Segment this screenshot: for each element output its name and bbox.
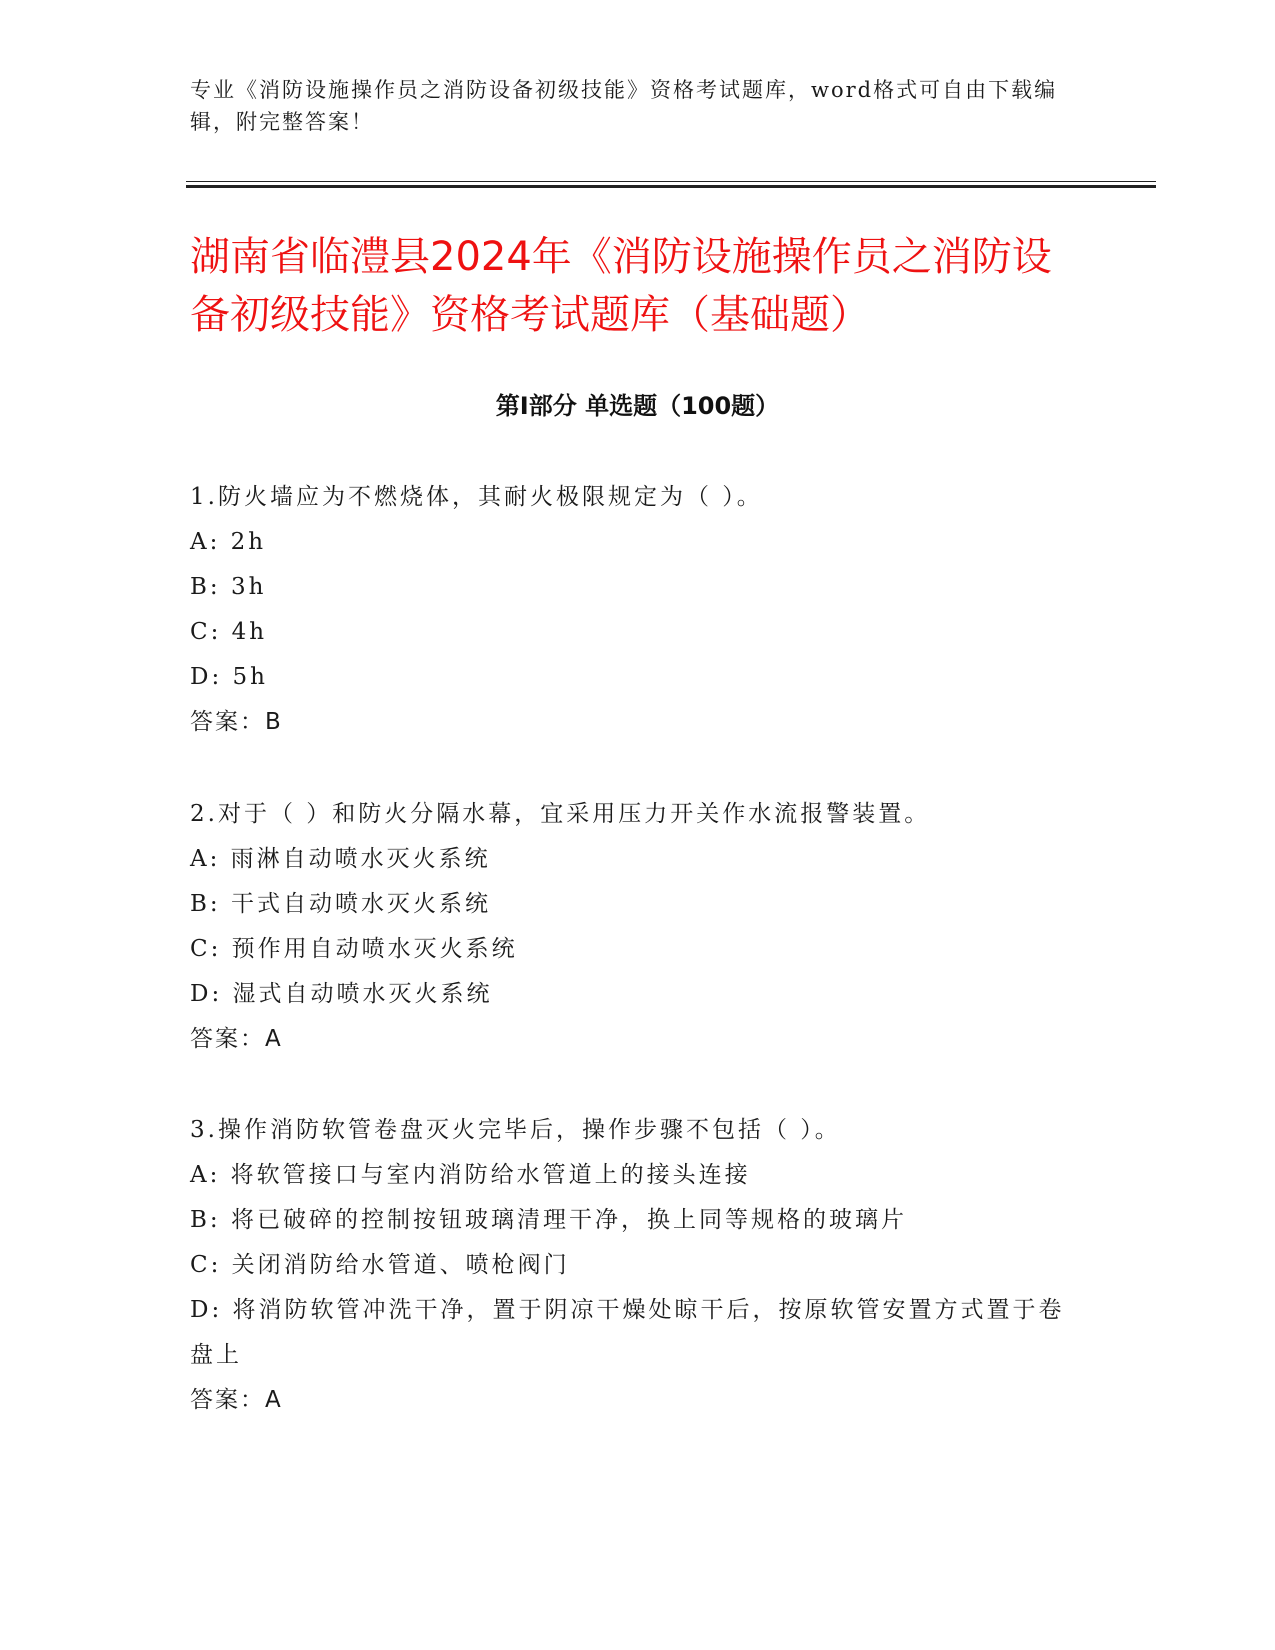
question-stem: 2.对于（ ）和防火分隔水幕，宜采用压力开关作水流报警装置。	[190, 801, 931, 827]
option-a: A: 2h	[190, 529, 267, 555]
option-c: C: 4h	[190, 619, 268, 645]
option-c: C: 关闭消防给水管道、喷枪阀门	[190, 1252, 570, 1278]
option-a: A: 雨淋自动喷水灭火系统	[190, 846, 491, 872]
answer: 答案：B	[190, 709, 283, 735]
option-b: B: 将已破碎的控制按钮玻璃清理干净，换上同等规格的玻璃片	[190, 1207, 907, 1233]
question-stem: 1.防火墙应为不燃烧体，其耐火极限规定为（ ）。	[190, 484, 763, 510]
answer: 答案：A	[190, 1026, 283, 1052]
option-d: D: 湿式自动喷水灭火系统	[190, 981, 493, 1007]
section-heading: 第I部分 单选题（100题）	[495, 392, 780, 420]
document-title: 湖南省临澧县2024年《消防设施操作员之消防设备初级技能》资格考试题库（基础题）	[190, 234, 1052, 338]
question-2	[190, 792, 1090, 1062]
answer: 答案：A	[190, 1387, 283, 1413]
header-note: 专业《消防设施操作员之消防设备初级技能》资格考试题库，word格式可自由下载编辑，附完整答案！	[190, 78, 1058, 134]
header-divider-thick	[186, 185, 1156, 188]
option-d: D: 将消防软管冲洗干净，置于阴凉干燥处晾干后，按原软管安置方式置于卷盘上	[190, 1297, 1065, 1368]
option-d: D: 5h	[190, 664, 268, 690]
question-3	[190, 1108, 1090, 1423]
option-b: B: 3h	[190, 574, 267, 600]
option-b: B: 干式自动喷水灭火系统	[190, 891, 491, 917]
question-1	[190, 475, 1090, 745]
option-c: C: 预作用自动喷水灭火系统	[190, 936, 518, 962]
question-stem: 3.操作消防软管卷盘灭火完毕后，操作步骤不包括（ ）。	[190, 1117, 841, 1143]
header-divider-thin	[186, 181, 1156, 182]
option-a: A: 将软管接口与室内消防给水管道上的接头连接	[190, 1162, 751, 1188]
